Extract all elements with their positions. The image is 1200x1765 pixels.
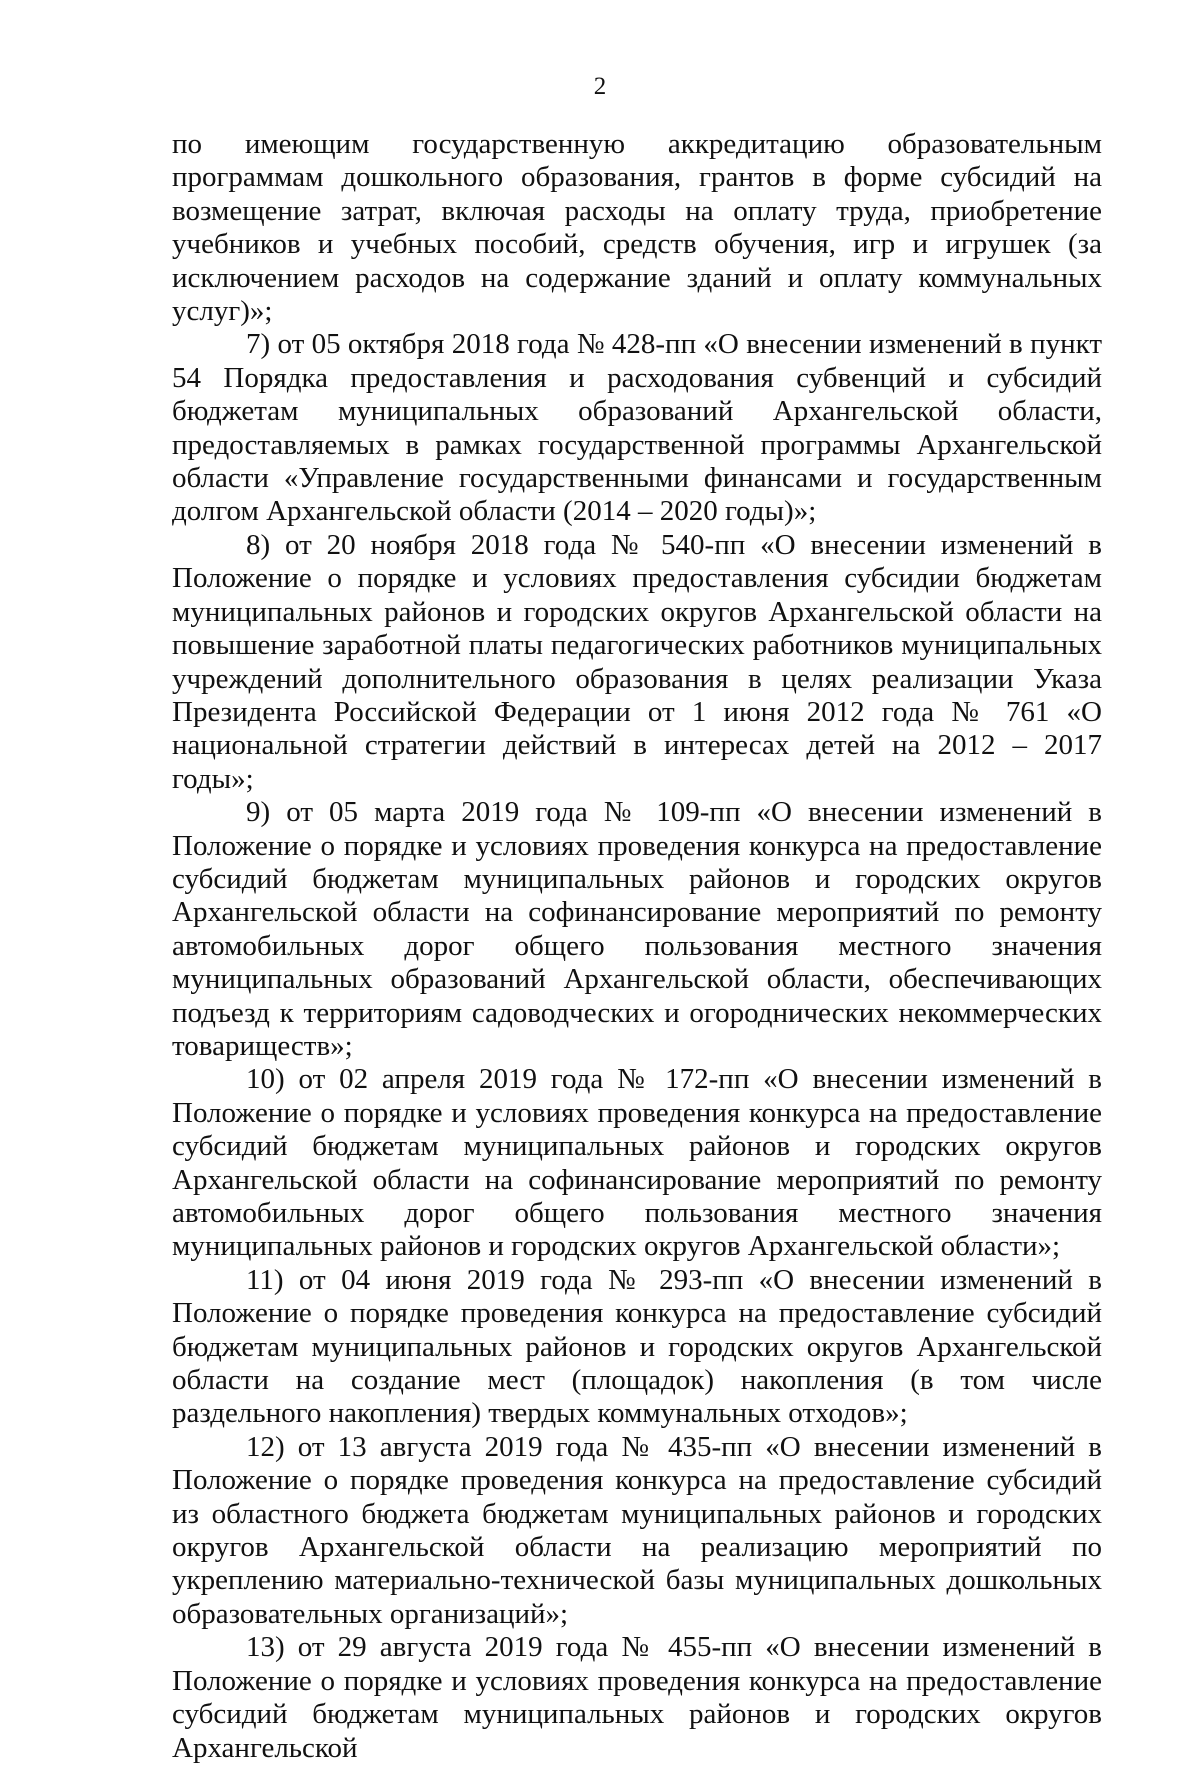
paragraph-continuation: по имеющим государственную аккредитацию образовательным программам дошкольного образования, грантов в форме субсидий на возмещение затрат, включая расходы на оплату труда, приобретение учебников и учебных пособий, средств обучения, игр и игрушек (за исключением расходов на содержание зданий и оплату коммунальных услуг)»; <box>172 128 1102 328</box>
paragraph-item-7: 7) от 05 октября 2018 года № 428-пп «О внесении изменений в пункт 54 Порядка предоставления и расходования субвенций и субсидий бюджетам муниципальных образований Архангельской области, предоставляемых в рамках государственной программы Архангельской области «Управление государственными финансами и государственным долгом Архангельской области (2014 – 2020 годы)»; <box>172 328 1102 528</box>
paragraph-item-13: 13) от 29 августа 2019 года № 455-пп «О внесении изменений в Положение о порядке и условиях проведения конкурса на предоставление субсидий бюджетам муниципальных районов и городских округов Архангельской <box>172 1631 1102 1764</box>
paragraph-item-11: 11) от 04 июня 2019 года № 293-пп «О внесении изменений в Положение о порядке проведения конкурса на предоставление субсидий бюджетам муниципальных районов и городских округов Архангельской области на создание мест (площадок) накопления (в том числе раздельного накопления) твердых коммунальных отходов»; <box>172 1263 1102 1430</box>
paragraph-item-10: 10) от 02 апреля 2019 года № 172-пп «О внесении изменений в Положение о порядке и условиях проведения конкурса на предоставление субсидий бюджетам муниципальных районов и городских округов Архангельской области на софинансирование мероприятий по ремонту автомобильных дорог общего пользования местного значения муниципальных районов и городских округов Архангельской области»; <box>172 1063 1102 1263</box>
paragraph-item-12: 12) от 13 августа 2019 года № 435-пп «О внесении изменений в Положение о порядке проведения конкурса на предоставление субсидий из областного бюджета бюджетам муниципальных районов и городских округов Архангельской области на реализацию мероприятий по укреплению материально-технической базы муниципальных дошкольных образовательных организаций»; <box>172 1430 1102 1630</box>
page-number: 2 <box>593 73 607 100</box>
document-body <box>172 128 1102 1765</box>
paragraph-item-8: 8) от 20 ноября 2018 года № 540-пп «О внесении изменений в Положение о порядке и условиях предоставления субсидии бюджетам муниципальных районов и городских округов Архангельской области на повышение заработной платы педагогических работников муниципальных учреждений дополнительного образования в целях реализации Указа Президента Российской Федерации от 1 июня 2012 года № 761 «О национальной стратегии действий в интересах детей на 2012 – 2017 годы»; <box>172 528 1102 795</box>
paragraph-item-9: 9) от 05 марта 2019 года № 109-пп «О внесении изменений в Положение о порядке и условиях проведения конкурса на предоставление субсидий бюджетам муниципальных районов и городских округов Архангельской области на софинансирование мероприятий по ремонту автомобильных дорог общего пользования местного значения муниципальных образований Архангельской области, обеспечивающих подъезд к территориям садоводческих и огороднических некоммерческих товариществ»; <box>172 796 1102 1062</box>
